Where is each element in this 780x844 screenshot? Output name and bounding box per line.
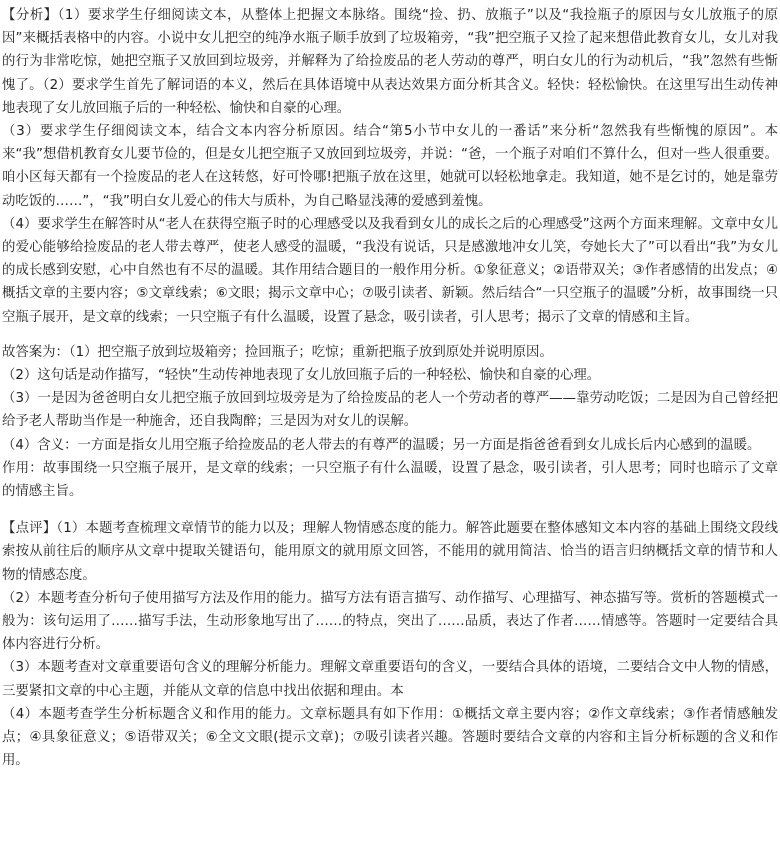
- analysis-paragraph-3: （4）要求学生在解答时从“老人在获得空瓶子时的心理感受以及我看到女儿的成长之后的心理感受”这两个方面来理解。文章中女儿的爱心能够给捡废品的老人带去尊严，使老人感受的温暖，“我没有说话，只是感激地冲女儿笑，夸她长大了”可以看出“我”为女儿的成长感到安慰，心中自然也有不尽的温暖。其作用结合题目的一般作用分析。①象征意义；②语带双关；③作者感情的出发点；④概括文章的主要内容；⑤文章线索；⑥文眼；揭示文章中心；⑦吸引读者、新颖。然后结合“一只空瓶子的温暖”分析，故事围绕一只空瓶子展开，是文章的线索；一只空瓶子有什么温暖，设置了悬念，吸引读者，引人思考；揭示了文章的情感和主旨。: [2, 216, 778, 325]
- comment-paragraph-3: （3）本题考查对文章重要语句含义的理解分析能力。理解文章重要语句的含义，一要结合具体的语境，二要结合文中人物的情感，三要紧扣文章的中心主题，并能从文章的信息中找出依据和理由。本: [2, 660, 778, 699]
- comment-paragraph-4: （4）本题考查学生分析标题含义和作用的能力。文章标题具有如下作用：①概括文章主要内容；②作文章线索；③作者情感触发点；④具象征意义；⑤语带双关；⑥全文文眼(提示文章)；⑦吸引读者兴趣。答题时要结合文章的内容和主旨分析标题的含义和作用。: [2, 706, 778, 769]
- comment-section: [2, 517, 778, 772]
- comment-paragraph-2: （2）本题考查分析句子使用描写方法及作用的能力。描写方法有语言描写、动作描写、心理描写、神态描写等。赏析的答题模式一般为：该句运用了……描写手法，生动形象地写出了……的特点，突出了……品质，表达了作者……情感等。答题时一定要结合具体内容进行分析。: [2, 590, 778, 653]
- answer-line-4: （4）含义：一方面是指女儿用空瓶子给捡废品的老人带去的有尊严的温暖；另一方面是指爸爸看到女儿成长后内心感到的温暖。: [2, 437, 761, 453]
- answer-line-2: （2）这句话是动作描写，“轻快”生动传神地表现了女儿放回瓶子后的一种轻松、愉快和自豪的心理。: [2, 368, 601, 384]
- answer-line-1: 故答案为：（1）把空瓶子放到垃圾箱旁；捡回瓶子；吃惊；重新把瓶子放到原处并说明原因。: [2, 344, 553, 360]
- section-spacer: [2, 329, 778, 341]
- answer-line-5: 作用：故事围绕一只空瓶子展开，是文章的线索；一只空瓶子有什么温暖，设置了悬念，吸引读者，引人思考；同时也暗示了文章的情感主旨。: [2, 460, 778, 500]
- analysis-paragraph-1: 【分析】（1）要求学生仔细阅读文本，从整体上把握文本脉络。围绕“捡、扔、放瓶子”以及“我捡瓶子的原因与女儿放瓶子的原因”来概括表格中的内容。小说中女儿把空的纯净水瓶子顺手放到了垃圾箱旁，“我”把空瓶子又捡了起来想借此教育女儿，女儿对我的行为非常吃惊，她把空瓶子又放回到垃圾旁，并解释为了给捡废品的老人劳动的尊严，明白女儿的行为动机后，“我”忽然有些惭愧了。（2）要求学生首先了解词语的本义，然后在具体语境中从表达效果方面分析其含义。轻快：轻松愉快。在这里写出生动传神地表现了女儿放回瓶子后的一种轻松、愉快和自豪的心理。: [2, 8, 778, 116]
- comment-paragraph-1: 【点评】（1）本题考查梳理文章情节的能力以及；理解人物情感态度的能力。解答此题要在整体感知文本内容的基础上围绕文段线索按从前往后的顺序从文章中提取关键语句，能用原文的就用原文回答，不能用的就用简洁、恰当的语言归纳概括文章的情节和人物的情感态度。: [2, 521, 778, 583]
- analysis-section: [2, 4, 778, 329]
- answer-section: [2, 341, 778, 503]
- section-spacer: [2, 503, 778, 517]
- answer-line-3: （3）一是因为爸爸明白女儿把空瓶子放回到垃圾旁是为了给捡废品的老人一个劳动者的尊严——靠劳动吃饭；二是因为自己曾经把给予老人帮助当作是一种施舍，还自我陶醉；三是因为对女儿的误解。: [2, 391, 778, 430]
- analysis-paragraph-2: （3）要求学生仔细阅读文本，结合文本内容分析原因。结合“第5小节中女儿的一番话”来分析“忽然我有些惭愧的原因”。本来“我”想借机教育女儿要节俭的，但是女儿把空瓶子又放回到垃圾旁，并说：“爸，一个瓶子对咱们不算什么，但对一些人很重要。咱小区每天都有一个捡废品的老人在这转悠，好可怜哪!把瓶子放在这里，她就可以轻松地拿走。我知道，她不是乞讨的，她是靠劳动吃饭的……”，“我”明白女儿爱心的伟大与质朴，为自己略显浅薄的爱感到羞愧。: [2, 124, 778, 209]
